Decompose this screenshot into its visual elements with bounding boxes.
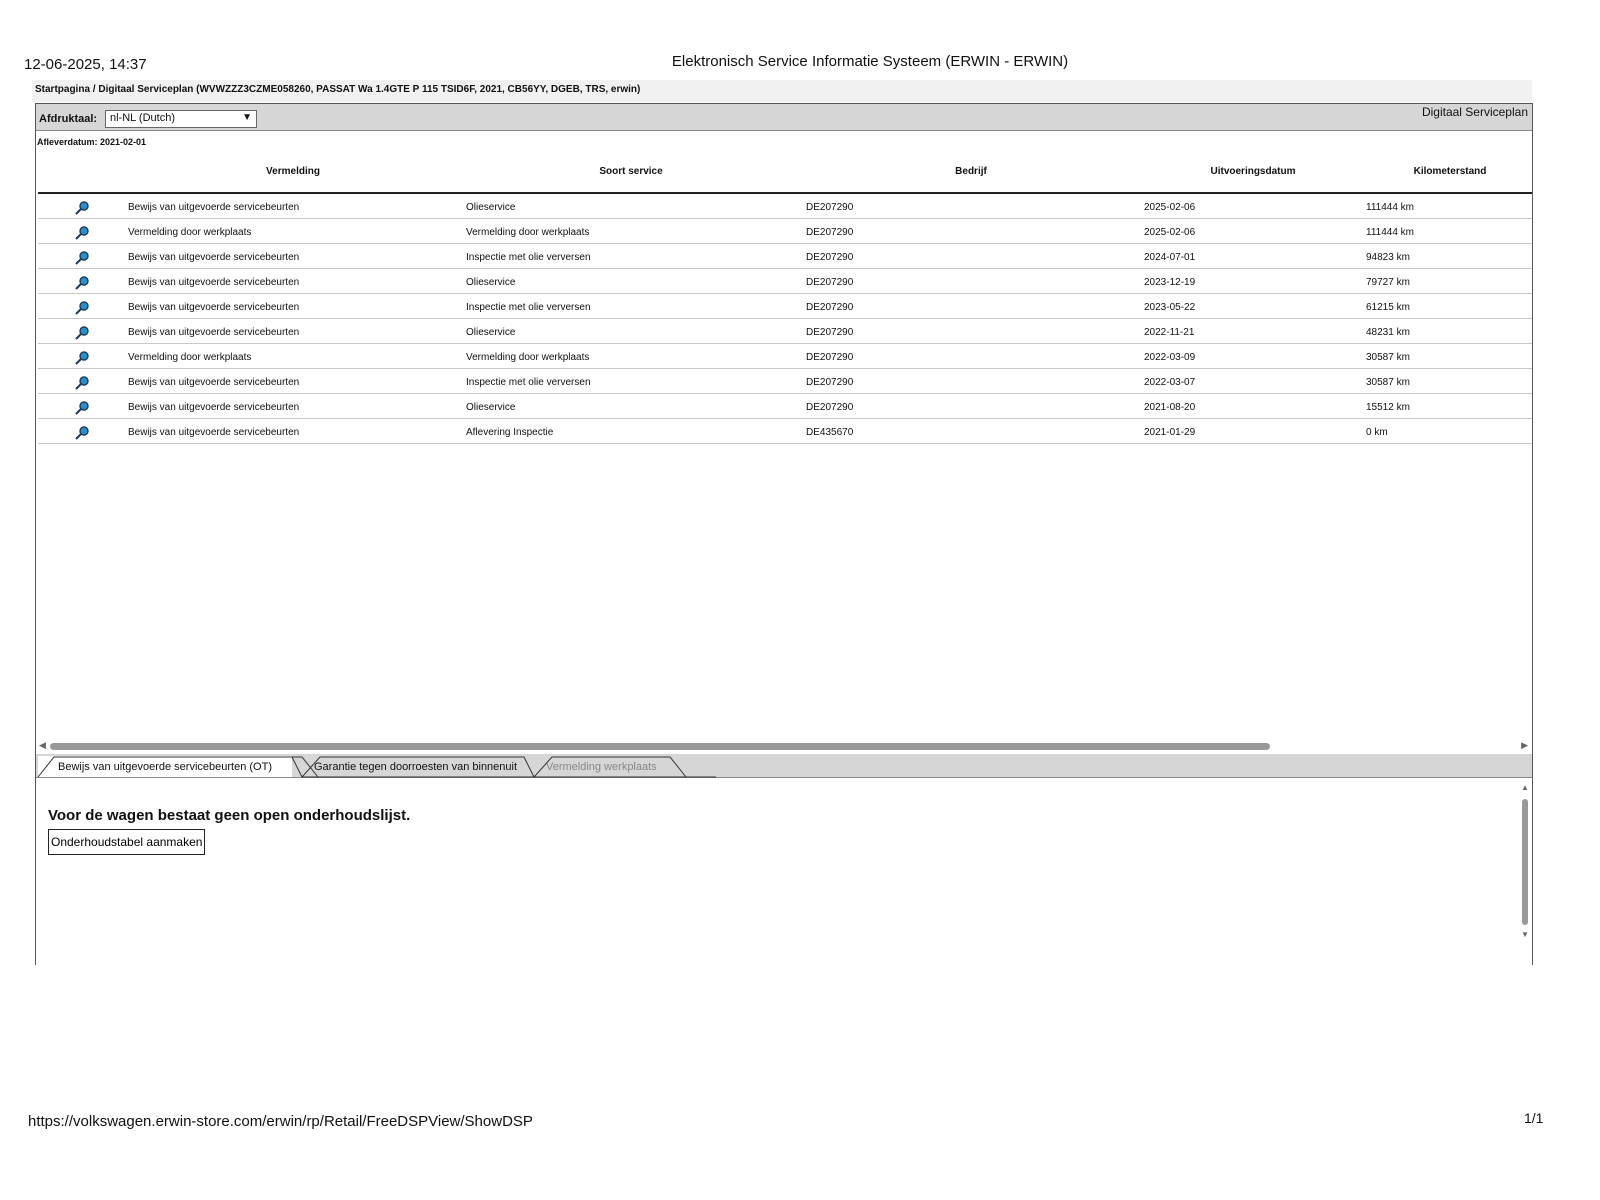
cell-vermelding: Bewijs van uitgevoerde servicebeurten xyxy=(128,402,300,413)
cell-uitvoeringsdatum: 2022-03-07 xyxy=(1144,377,1196,388)
magnifier-icon[interactable] xyxy=(74,425,90,441)
cell-kilometerstand: 30587 km xyxy=(1366,352,1410,363)
tab-label: Vermelding werkplaats xyxy=(546,761,657,773)
cell-soort-service: Olieservice xyxy=(466,277,516,288)
cell-bedrijf: DE207290 xyxy=(806,252,854,263)
table-row[interactable] xyxy=(38,194,1532,219)
cell-bedrijf: DE207290 xyxy=(806,352,854,363)
cell-soort-service: Olieservice xyxy=(466,327,516,338)
cell-vermelding: Bewijs van uitgevoerde servicebeurten xyxy=(128,202,300,213)
cell-kilometerstand: 15512 km xyxy=(1366,402,1410,413)
magnifier-icon[interactable] xyxy=(74,300,90,316)
table-header xyxy=(38,152,1532,194)
cell-bedrijf: DE207290 xyxy=(806,402,854,413)
no-maintenance-notice: Voor de wagen bestaat geen open onderhoudslijst. xyxy=(48,807,411,824)
table-row[interactable] xyxy=(38,319,1532,344)
cell-kilometerstand: 61215 km xyxy=(1366,302,1410,313)
cell-vermelding: Bewijs van uitgevoerde servicebeurten xyxy=(128,302,300,313)
app-title: Digitaal Serviceplan xyxy=(1421,105,1528,119)
cell-uitvoeringsdatum: 2022-03-09 xyxy=(1144,352,1196,363)
cell-bedrijf: DE435670 xyxy=(806,427,854,438)
cell-kilometerstand: 94823 km xyxy=(1366,252,1410,263)
horizontal-scrollbar[interactable] xyxy=(36,740,1532,754)
chevron-down-icon: ▼ xyxy=(242,112,252,123)
magnifier-icon[interactable] xyxy=(74,375,90,391)
cell-vermelding: Vermelding door werkplaats xyxy=(128,227,252,238)
magnifier-icon[interactable] xyxy=(74,400,90,416)
cell-vermelding: Bewijs van uitgevoerde servicebeurten xyxy=(128,327,300,338)
cell-bedrijf: DE207290 xyxy=(806,202,854,213)
cell-bedrijf: DE207290 xyxy=(806,327,854,338)
cell-soort-service: Inspectie met olie verversen xyxy=(466,377,591,388)
tab-label: Bewijs van uitgevoerde servicebeurten (OT) xyxy=(58,761,272,773)
cell-uitvoeringsdatum: 2023-12-19 xyxy=(1144,277,1196,288)
service-plan-frame xyxy=(35,103,1533,965)
column-header-uitvoeringsdatum[interactable]: Uitvoeringsdatum xyxy=(1210,166,1296,177)
cell-uitvoeringsdatum: 2023-05-22 xyxy=(1144,302,1196,313)
scroll-left-icon[interactable]: ◀ xyxy=(39,740,46,750)
cell-vermelding: Bewijs van uitgevoerde servicebeurten xyxy=(128,252,300,263)
toolbar xyxy=(36,104,1532,131)
tabs-bar xyxy=(36,754,1532,778)
scroll-up-icon[interactable]: ▲ xyxy=(1521,783,1529,792)
magnifier-icon[interactable] xyxy=(74,200,90,216)
print-title: Elektronisch Service Informatie Systeem (ERWIN - ERWIN) xyxy=(671,53,1069,70)
magnifier-icon[interactable] xyxy=(74,350,90,366)
tab-outline xyxy=(36,754,716,778)
magnifier-icon[interactable] xyxy=(74,225,90,241)
cell-kilometerstand: 30587 km xyxy=(1366,377,1410,388)
language-select-value: nl-NL (Dutch) xyxy=(110,112,175,124)
cell-kilometerstand: 79727 km xyxy=(1366,277,1410,288)
print-page-number: 1/1 xyxy=(1524,1110,1544,1126)
breadcrumb[interactable]: Startpagina / Digitaal Serviceplan (WVWZZZ3CZME058260, PASSAT Wa 1.4GTE P 115 TSID6F, 2021, CB56YY, DGEB, TRS, erwin) xyxy=(32,80,1532,102)
cell-uitvoeringsdatum: 2021-01-29 xyxy=(1144,427,1196,438)
cell-uitvoeringsdatum: 2025-02-06 xyxy=(1144,202,1196,213)
delivery-date: Afleverdatum: 2021-02-01 xyxy=(37,137,147,147)
cell-soort-service: Olieservice xyxy=(466,402,516,413)
cell-bedrijf: DE207290 xyxy=(806,277,854,288)
table-row[interactable] xyxy=(38,369,1532,394)
cell-soort-service: Inspectie met olie verversen xyxy=(466,302,591,313)
cell-uitvoeringsdatum: 2022-11-21 xyxy=(1144,327,1195,338)
column-header-bedrijf[interactable]: Bedrijf xyxy=(955,166,987,177)
table-row[interactable] xyxy=(38,394,1532,419)
print-datetime: 12-06-2025, 14:37 xyxy=(24,56,147,73)
magnifier-icon[interactable] xyxy=(74,275,90,291)
scroll-down-icon[interactable]: ▼ xyxy=(1521,930,1529,939)
scrollbar-thumb[interactable] xyxy=(50,743,1270,750)
column-header-kilometerstand[interactable]: Kilometerstand xyxy=(1413,166,1487,177)
cell-kilometerstand: 0 km xyxy=(1366,427,1388,438)
cell-soort-service: Inspectie met olie verversen xyxy=(466,252,591,263)
cell-soort-service: Vermelding door werkplaats xyxy=(466,352,590,363)
table-row[interactable] xyxy=(38,344,1532,369)
cell-soort-service: Vermelding door werkplaats xyxy=(466,227,590,238)
column-header-soort-service[interactable]: Soort service xyxy=(599,166,663,177)
cell-bedrijf: DE207290 xyxy=(806,377,854,388)
cell-vermelding: Vermelding door werkplaats xyxy=(128,352,252,363)
cell-uitvoeringsdatum: 2025-02-06 xyxy=(1144,227,1196,238)
print-url: https://volkswagen.erwin-store.com/erwin/rp/Retail/FreeDSPView/ShowDSP xyxy=(28,1113,533,1130)
cell-uitvoeringsdatum: 2024-07-01 xyxy=(1144,252,1196,263)
magnifier-icon[interactable] xyxy=(74,250,90,266)
table-row[interactable] xyxy=(38,294,1532,319)
cell-bedrijf: DE207290 xyxy=(806,302,854,313)
magnifier-icon[interactable] xyxy=(74,325,90,341)
table-row[interactable] xyxy=(38,269,1532,294)
cell-kilometerstand: 48231 km xyxy=(1366,327,1410,338)
maintenance-panel xyxy=(36,779,1532,965)
language-select[interactable] xyxy=(105,110,257,128)
cell-vermelding: Bewijs van uitgevoerde servicebeurten xyxy=(128,427,300,438)
cell-uitvoeringsdatum: 2021-08-20 xyxy=(1144,402,1196,413)
vertical-scrollbar-thumb[interactable] xyxy=(1522,799,1528,925)
table-row[interactable] xyxy=(38,219,1532,244)
cell-vermelding: Bewijs van uitgevoerde servicebeurten xyxy=(128,377,300,388)
table-row[interactable] xyxy=(38,419,1532,444)
tab-label: Garantie tegen doorroesten van binnenuit xyxy=(314,761,518,773)
table-row[interactable] xyxy=(38,244,1532,269)
service-table xyxy=(38,152,1532,444)
cell-vermelding: Bewijs van uitgevoerde servicebeurten xyxy=(128,277,300,288)
cell-bedrijf: DE207290 xyxy=(806,227,854,238)
cell-kilometerstand: 111444 km xyxy=(1366,227,1414,238)
table-body xyxy=(38,194,1532,444)
column-header-vermelding[interactable]: Vermelding xyxy=(266,166,320,177)
cell-kilometerstand: 111444 km xyxy=(1366,202,1414,213)
create-maintenance-table-button[interactable]: Onderhoudstabel aanmaken xyxy=(48,829,205,855)
vertical-scrollbar[interactable] xyxy=(1520,783,1530,939)
cell-soort-service: Olieservice xyxy=(466,202,516,213)
language-label: Afdruktaal: xyxy=(39,113,98,125)
scroll-right-icon[interactable]: ▶ xyxy=(1521,740,1528,750)
cell-soort-service: Aflevering Inspectie xyxy=(466,427,554,438)
